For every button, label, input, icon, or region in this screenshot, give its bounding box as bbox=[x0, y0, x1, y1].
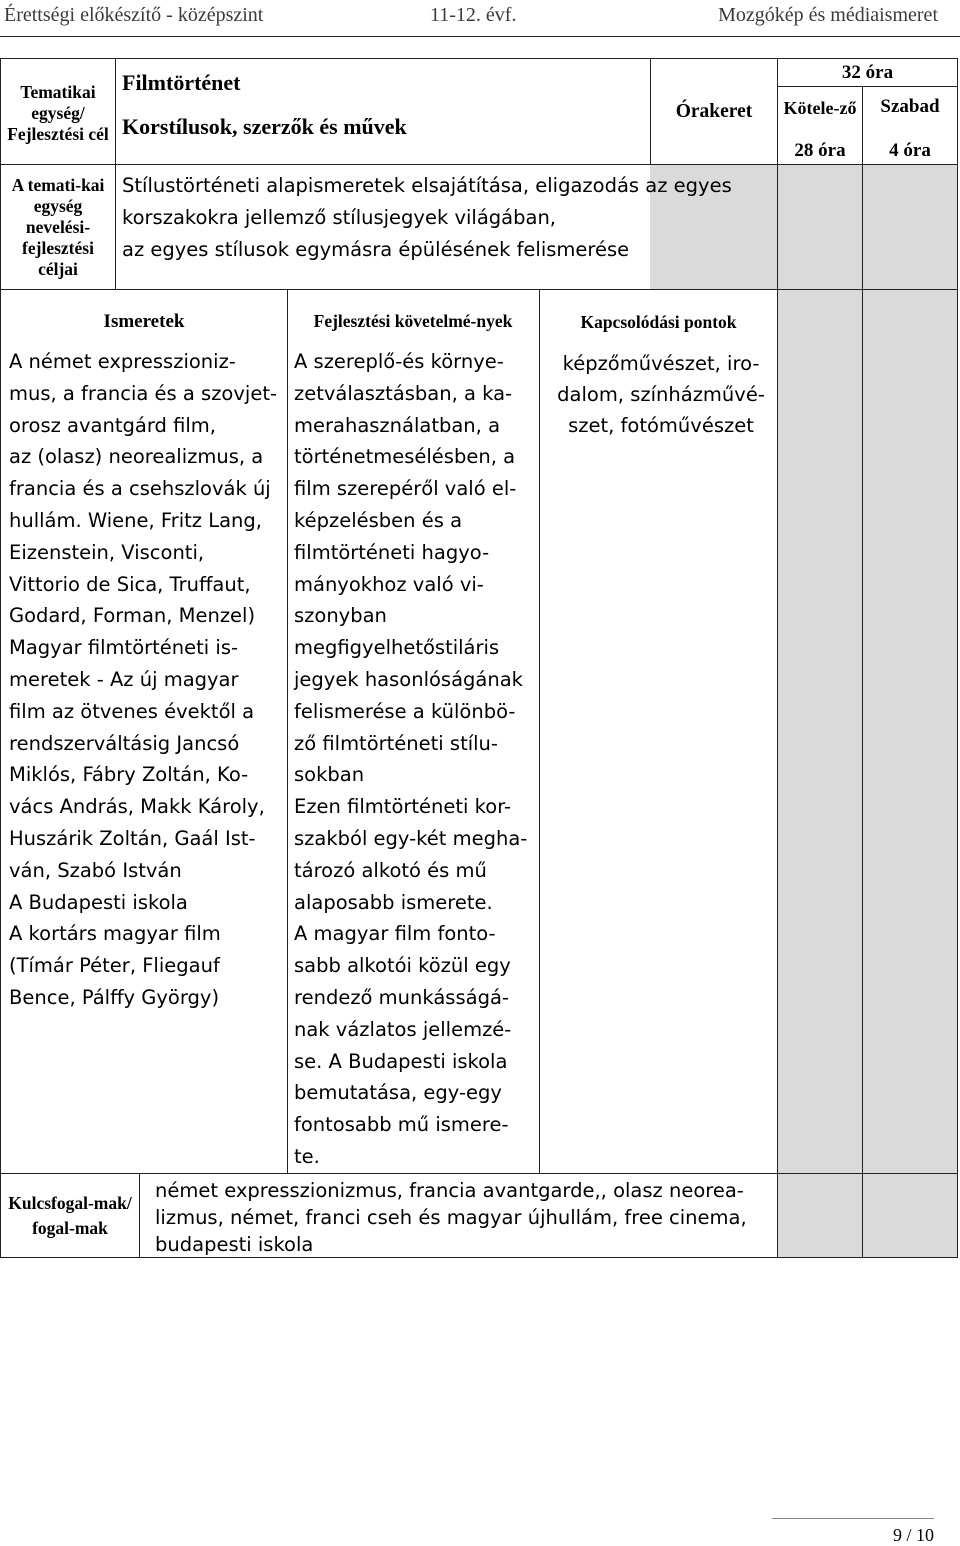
free-grey bbox=[863, 165, 957, 289]
free-label: Szabad bbox=[880, 96, 940, 117]
header-rule bbox=[0, 36, 960, 37]
tematikai-label: Tematikai egység/ Fejlesztési cél bbox=[7, 81, 109, 144]
mandatory-label: Kötele-ző bbox=[783, 98, 857, 118]
main-grid-v4 bbox=[862, 290, 863, 1258]
col-ismeretek-text: A német expresszioniz- mus, a francia és a szovjet- orosz avantgárd film, az (olasz) neorealizmus, a francia és a csehszlovák új hullám. Wiene, Fritz Lang, Eizenstein, Visconti, Vittorio de Sica, Truffaut, Godard, Forman, Menzel) Magyar filmtörténeti is- meretek - Az új magyar film az ötvenes évektől a rendszerváltásig Jancsó Miklós, Fábry Zoltán, Ko- vács András, Makk Károly, Huszárik Zoltán, Gaál Ist- ván, Szabó István A Budapesti iskola A kortárs magyar film (Tímár Péter, Fliegauf Bence, Pálffy György) bbox=[9, 350, 278, 1009]
goals-text: Stílustörténeti alapismeretek elsajátítása, eligazodás az egyes korszakokra jellemző stílusjegyek világában, az egyes stílusok egymásra épülésének felismerése bbox=[122, 174, 732, 261]
goals-label: A temati-kai egység nevelési-fejlesztési céljai bbox=[11, 174, 105, 279]
key-right-grey bbox=[777, 1173, 958, 1257]
main-grid-v1 bbox=[287, 290, 288, 1173]
col-fejlesztesi-header: Fejlesztési követelmé-nyek bbox=[313, 311, 513, 331]
page-number: 9 / 10 bbox=[892, 1525, 934, 1545]
col-ismeretek-header: Ismeretek bbox=[103, 311, 185, 332]
free-hours: 4 óra bbox=[889, 139, 931, 161]
header-left: Érettségi előkészítő - középszint bbox=[4, 4, 264, 26]
total-hours: 32 óra bbox=[841, 61, 894, 83]
key-concepts-label: Kulcsfogal-mak/ fogal-mak bbox=[8, 1193, 132, 1238]
top-grid-v1 bbox=[115, 58, 116, 290]
unit-subtitle: Korstílusok, szerzők és művek bbox=[122, 114, 407, 139]
key-concepts-text: német expresszionizmus, francia avantgarde,, olasz neorea- lizmus, német, franci cseh és magyar újhullám, free cinema, budapesti iskola bbox=[155, 1179, 747, 1256]
page-header bbox=[4, 4, 938, 34]
main-grid-h-key bbox=[0, 1173, 958, 1174]
col-kapcsolodasi-header: Kapcsolódási pontok bbox=[580, 311, 737, 332]
orakeret-label: Órakeret bbox=[675, 100, 753, 122]
main-grid-left bbox=[0, 290, 1, 1258]
col-fejlesztesi-text: A szereplő-és környe- zetválasztásban, a ka- merahasználatban, a történetmesélésben, a film szerepéről való el- képzelésben és a filmtörténeti hagyo- mányokhoz való vi- szonyban megfigyelhetőstiláris jegyek hasonlóságának felismerése a különbö- ző filmtörténeti stílu- sokban Ezen filmtörténeti kor- szakból egy-két megha- tározó alkotó és mű alaposabb ismerete. A magyar film fonto- sabb alkotói közül egy rendező munkásságá- nak vázlatos jellemzé- se. A Budapesti iskola bemutatása, egy-egy fontosabb mű ismere- te. bbox=[294, 350, 528, 1168]
main-grid-v3 bbox=[777, 290, 778, 1258]
main-right-grey bbox=[777, 290, 958, 1173]
unit-title: Filmtörténet bbox=[122, 70, 241, 95]
top-grid-v4b bbox=[862, 164, 863, 290]
key-grid-v bbox=[139, 1173, 140, 1257]
header-right: Mozgókép és médiaismeret bbox=[718, 4, 938, 26]
main-grid-v2 bbox=[539, 290, 540, 1173]
main-grid-right bbox=[957, 290, 958, 1258]
mandatory-grey bbox=[778, 165, 862, 289]
footer-rule bbox=[772, 1518, 934, 1519]
col-kapcsolodasi-text: képzőművészet, iro- dalom, színházművé- szet, fotóművészet bbox=[557, 352, 765, 437]
mandatory-hours: 28 óra bbox=[794, 139, 846, 161]
header-middle: 11-12. évf. bbox=[430, 4, 517, 26]
